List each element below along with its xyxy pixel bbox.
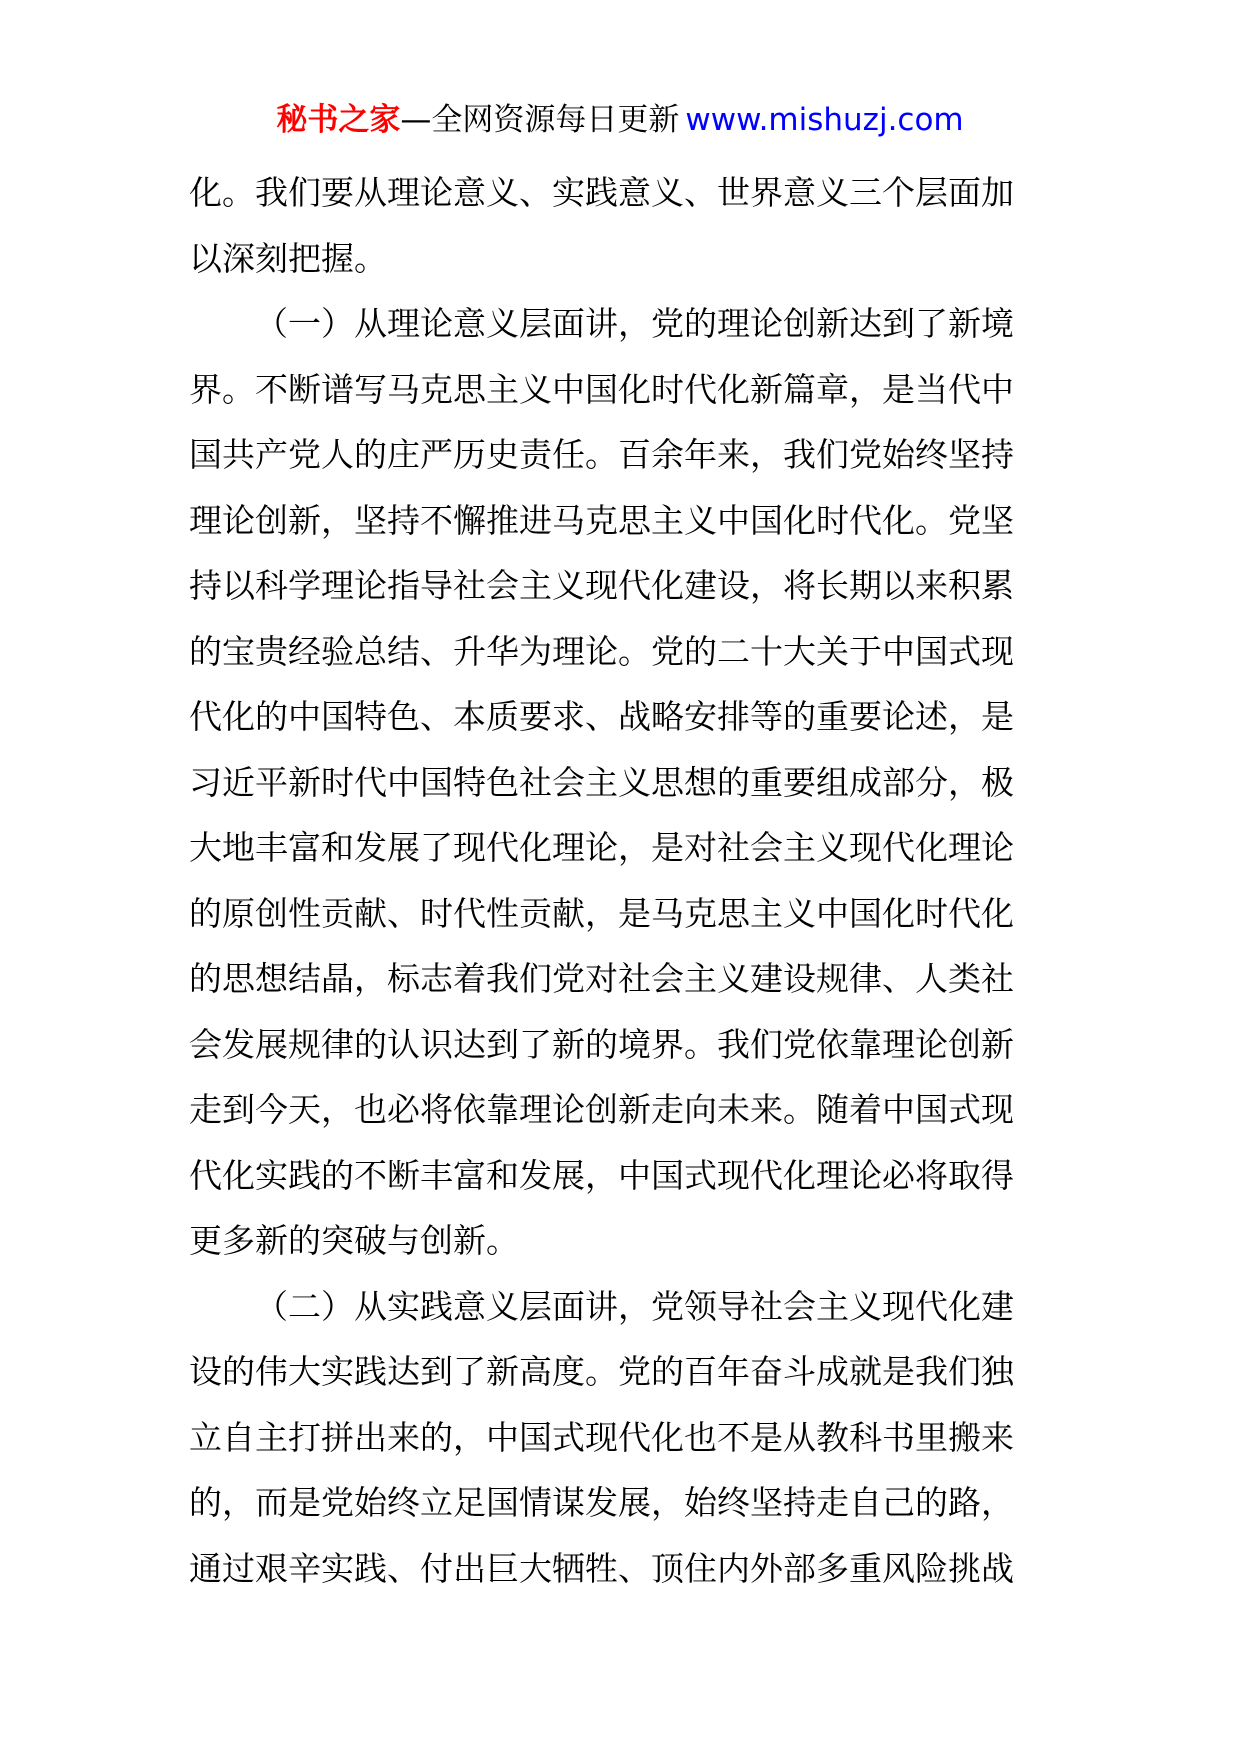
text-line: 立自主打拼出来的，中国式现代化也不是从教科书里搬来 xyxy=(189,1417,1014,1457)
text-line: 界。不断谱写马克思主义中国化时代化新篇章，是当代中 xyxy=(189,369,1014,409)
text-line: 理论创新，坚持不懈推进马克思主义中国化时代化。党坚 xyxy=(189,500,1014,540)
text-line: 更多新的突破与创新。 xyxy=(189,1221,519,1260)
text-line: 走到今天，也必将依靠理论创新走向未来。随着中国式现 xyxy=(189,1090,1014,1129)
text-line: 的宝贵经验总结、升华为理论。党的二十大关于中国式现 xyxy=(189,631,1014,671)
text-line: 以深刻把握。 xyxy=(189,238,387,278)
text-line: 持以科学理论指导社会主义现代化建设，将长期以来积累 xyxy=(189,566,1014,605)
brand-name: 秘书之家 xyxy=(276,102,401,138)
text-line: 代化实践的不断丰富和发展，中国式现代化理论必将取得 xyxy=(189,1155,1014,1195)
header-tagline: —全网资源每日更新 xyxy=(400,102,680,138)
text-line: 国共产党人的庄严历史责任。百余年来，我们党始终坚持 xyxy=(189,435,1014,474)
text-line: 的原创性贡献、时代性贡献，是马克思主义中国化时代化 xyxy=(189,893,1014,933)
text-line: 会发展规律的认识达到了新的境界。我们党依靠理论创新 xyxy=(189,1024,1014,1064)
text-line: 化。我们要从理论意义、实践意义、世界意义三个层面加 xyxy=(189,173,1014,212)
text-line: 设的伟大实践达到了新高度。党的百年奋斗成就是我们独 xyxy=(189,1352,1014,1391)
text-line: 的思想结晶，标志着我们党对社会主义建设规律、人类社 xyxy=(189,959,1014,998)
paragraph-first-line: （二）从实践意义层面讲，党领导社会主义现代化建 xyxy=(255,1286,1014,1326)
page-header xyxy=(0,100,1240,140)
site-url-link[interactable]: www.mishuzj.com xyxy=(685,102,964,138)
paragraph-first-line: （一）从理论意义层面讲，党的理论创新达到了新境 xyxy=(255,304,1014,343)
text-line: 习近平新时代中国特色社会主义思想的重要组成部分，极 xyxy=(189,762,1014,802)
text-line: 大地丰富和发展了现代化理论，是对社会主义现代化理论 xyxy=(189,828,1014,867)
document-body xyxy=(189,160,1061,1601)
text-line: 代化的中国特色、本质要求、战略安排等的重要论述，是 xyxy=(189,697,1014,736)
text-line: 的，而是党始终立足国情谋发展，始终坚持走自己的路， xyxy=(189,1483,1014,1522)
text-line: 通过艰辛实践、付出巨大牺牲、顶住内外部多重风险挑战 xyxy=(189,1548,1014,1588)
